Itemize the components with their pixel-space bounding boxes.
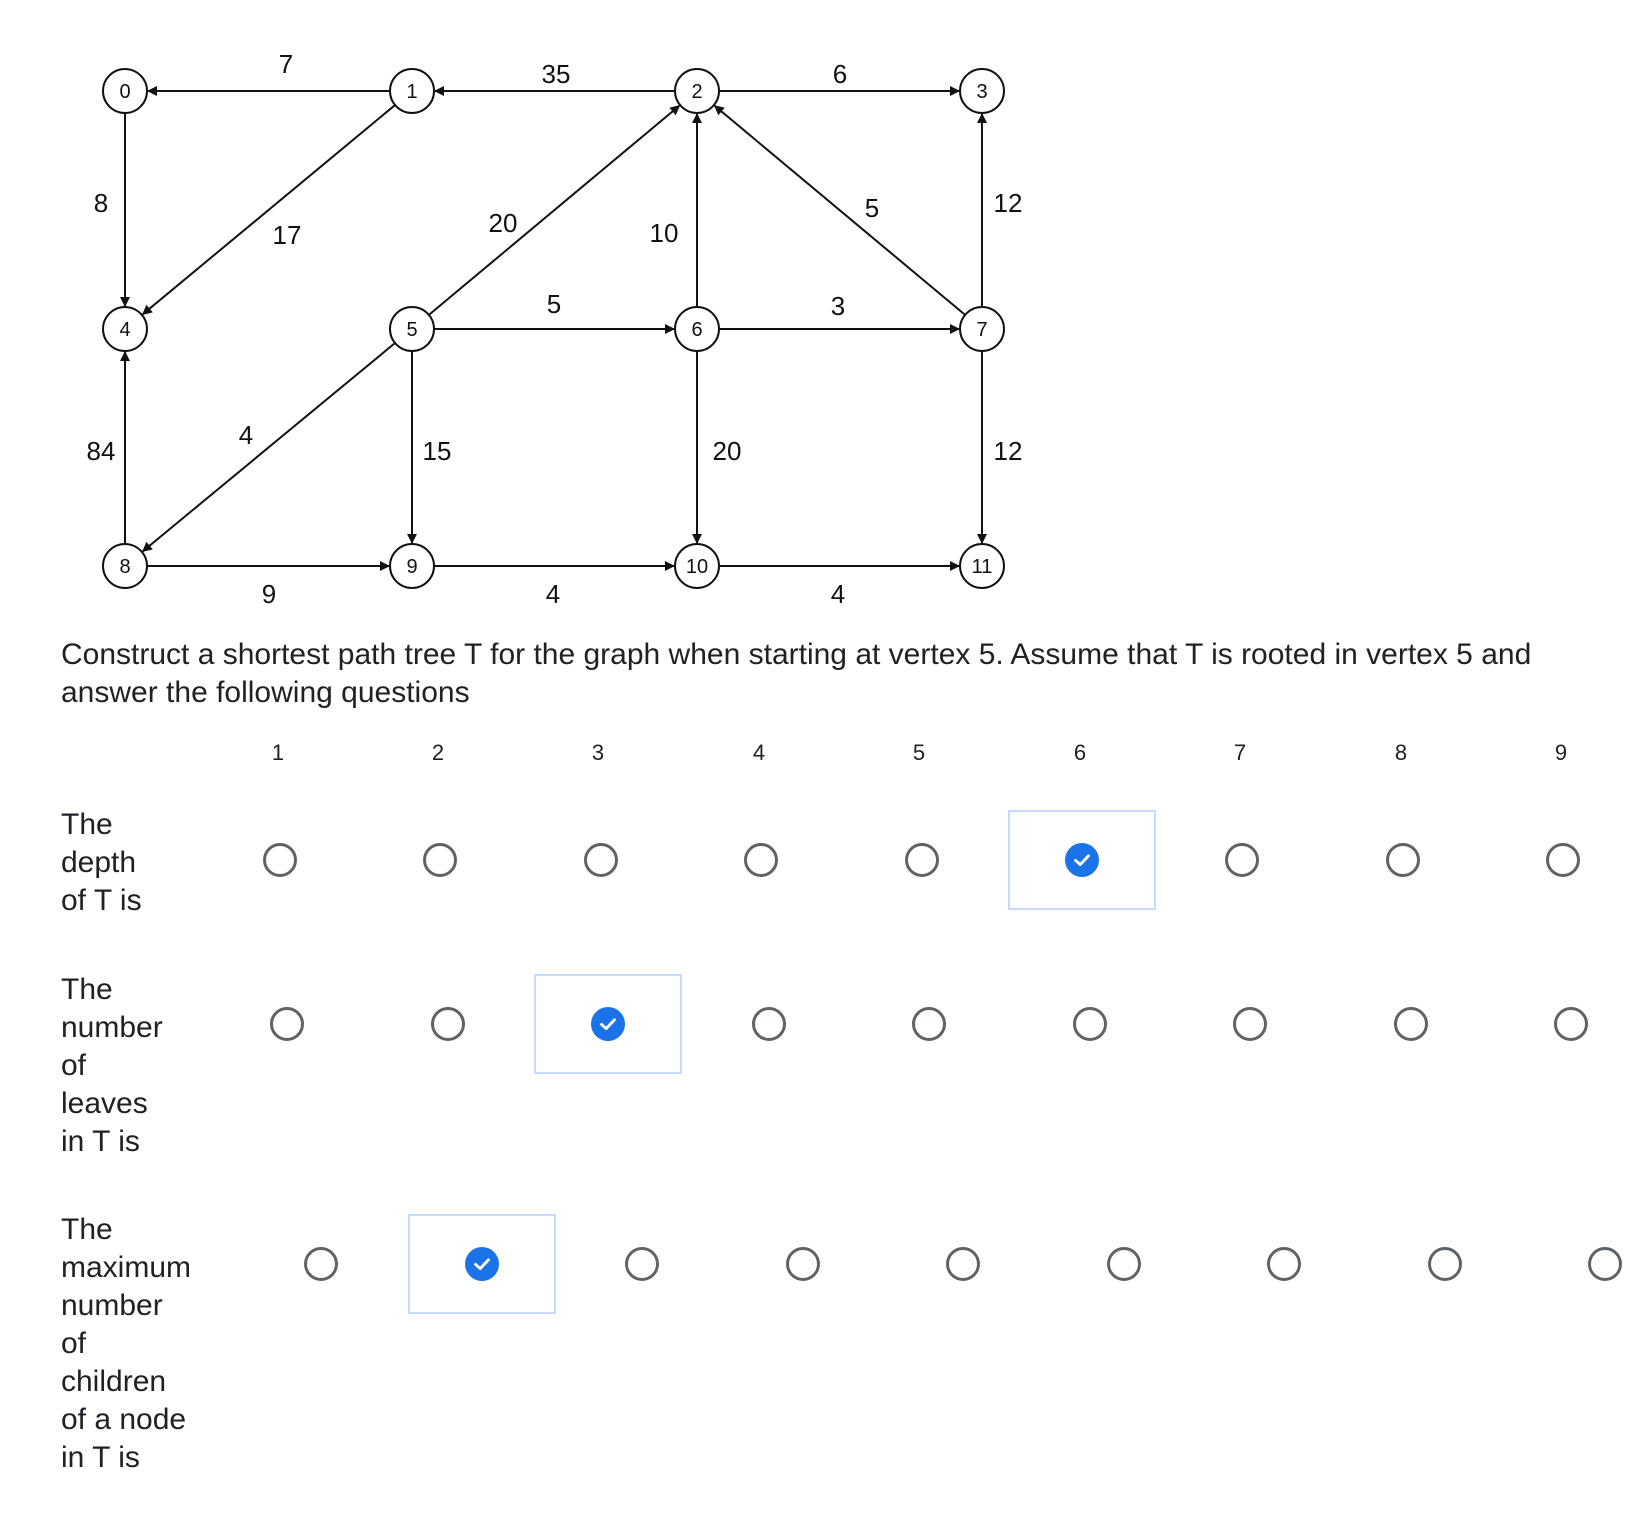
edge-weight-5-6: 5 — [546, 289, 562, 319]
radio-button[interactable] — [423, 843, 457, 877]
node-label: 11 — [971, 556, 993, 578]
radio-cell-row3-col6[interactable] — [1050, 1214, 1198, 1314]
radio-cell-row3-col8[interactable] — [1371, 1214, 1519, 1314]
edge-weight-10-11: 4 — [830, 579, 846, 609]
node-1 — [390, 69, 434, 113]
row-label-line: of a node — [61, 1403, 187, 1436]
radio-button[interactable] — [1267, 1247, 1301, 1281]
edge-weight-8-9: 9 — [261, 579, 277, 609]
node-label: 10 — [685, 556, 709, 578]
check-icon — [597, 1013, 619, 1035]
row-label-line: children — [61, 1365, 167, 1398]
node-10 — [675, 544, 719, 588]
radio-cell-row2-col3[interactable] — [534, 974, 682, 1074]
column-header-1: 1 — [271, 740, 285, 765]
edge-weight-6-2: 10 — [649, 218, 679, 248]
row-label-1 — [61, 806, 142, 920]
node-label: 5 — [406, 319, 418, 341]
radio-cell-row2-col4[interactable] — [695, 974, 843, 1074]
radio-button[interactable] — [912, 1007, 946, 1041]
radio-cell-row1-col8[interactable] — [1329, 810, 1477, 910]
row-label-line: of — [61, 1049, 87, 1082]
edge-weight-6-7: 3 — [830, 291, 846, 321]
node-label: 0 — [119, 81, 131, 103]
radio-cell-row3-col5[interactable] — [889, 1214, 1037, 1314]
radio-cell-row3-col3[interactable] — [568, 1214, 716, 1314]
check-icon — [471, 1253, 493, 1275]
node-0 — [103, 69, 147, 113]
node-9 — [390, 544, 434, 588]
row-label-line: The — [61, 808, 113, 841]
graph-diagram — [0, 0, 1030, 615]
row-label-line: in T is — [61, 1125, 140, 1158]
node-7 — [960, 307, 1004, 351]
row-label-line: depth — [61, 846, 137, 879]
edge-1-4 — [143, 105, 395, 314]
radio-cell-row3-col1[interactable] — [247, 1214, 395, 1314]
radio-button-checked[interactable] — [591, 1007, 625, 1041]
edge-weight-2-3: 6 — [832, 59, 848, 89]
radio-cell-row2-col7[interactable] — [1176, 974, 1324, 1074]
edge-weight-7-2: 5 — [864, 193, 880, 223]
radio-cell-row2-col2[interactable] — [374, 974, 522, 1074]
radio-cell-row1-col6[interactable] — [1008, 810, 1156, 910]
radio-cell-row1-col3[interactable] — [527, 810, 675, 910]
column-header-9: 9 — [1554, 740, 1568, 765]
node-11 — [960, 544, 1004, 588]
node-label: 2 — [691, 81, 703, 103]
radio-cell-row1-col5[interactable] — [848, 810, 996, 910]
edge-5-2 — [429, 106, 679, 315]
radio-button[interactable] — [1428, 1247, 1462, 1281]
radio-button[interactable] — [1546, 843, 1580, 877]
radio-button[interactable] — [752, 1007, 786, 1041]
edge-7-2 — [715, 106, 965, 315]
radio-cell-row2-col6[interactable] — [1016, 974, 1164, 1074]
radio-button-checked[interactable] — [465, 1247, 499, 1281]
radio-button[interactable] — [1554, 1007, 1588, 1041]
edge-weight-8-4: 84 — [86, 436, 116, 466]
radio-cell-row2-col9[interactable] — [1497, 974, 1638, 1074]
edge-weight-6-10: 20 — [712, 436, 742, 466]
row-label-line: The — [61, 973, 113, 1006]
node-label: 7 — [976, 319, 988, 341]
node-3 — [960, 69, 1004, 113]
radio-button[interactable] — [744, 843, 778, 877]
edge-weight-5-2: 20 — [488, 208, 518, 238]
row-label-line: number — [61, 1011, 163, 1044]
radio-cell-row3-col2[interactable] — [408, 1214, 556, 1314]
row-label-3 — [61, 1211, 191, 1477]
radio-button[interactable] — [1233, 1007, 1267, 1041]
radio-cell-row1-col2[interactable] — [366, 810, 514, 910]
row-label-line: of — [61, 1327, 87, 1360]
radio-button[interactable] — [1073, 1007, 1107, 1041]
row-label-line: number — [61, 1289, 163, 1322]
row-label-line: of T is — [61, 884, 142, 917]
node-4 — [103, 307, 147, 351]
edge-weight-7-3: 12 — [993, 188, 1023, 218]
radio-cell-row1-col4[interactable] — [687, 810, 835, 910]
radio-button[interactable] — [263, 843, 297, 877]
column-header-3: 3 — [591, 740, 605, 765]
node-label: 8 — [119, 556, 131, 578]
node-label: 6 — [691, 319, 703, 341]
radio-button[interactable] — [1107, 1247, 1141, 1281]
column-header-6: 6 — [1073, 740, 1087, 765]
radio-button[interactable] — [1225, 843, 1259, 877]
radio-cell-row3-col7[interactable] — [1210, 1214, 1358, 1314]
radio-cell-row3-col4[interactable] — [729, 1214, 877, 1314]
row-label-line: maximum — [61, 1251, 192, 1284]
edge-weight-1-4: 17 — [272, 220, 302, 250]
question-text: Construct a shortest path tree T for the graph when starting at vertex 5. Assume that T is rooted in vertex 5 and answer the following questions — [61, 638, 1532, 709]
radio-button[interactable] — [946, 1247, 980, 1281]
row-label-2 — [61, 971, 163, 1161]
node-2 — [675, 69, 719, 113]
radio-cell-row2-col1[interactable] — [213, 974, 361, 1074]
row-label-line: in T is — [61, 1441, 140, 1474]
radio-button[interactable] — [431, 1007, 465, 1041]
radio-button[interactable] — [1588, 1247, 1622, 1281]
radio-button[interactable] — [1386, 843, 1420, 877]
radio-button-checked[interactable] — [1065, 843, 1099, 877]
radio-cell-row1-col1[interactable] — [206, 810, 354, 910]
column-header-5: 5 — [912, 740, 926, 765]
column-header-7: 7 — [1233, 740, 1247, 765]
column-header-8: 8 — [1394, 740, 1408, 765]
edge-weight-7-11: 12 — [993, 436, 1023, 466]
row-label-line: leaves — [61, 1087, 148, 1120]
edge-weight-0-4: 8 — [93, 188, 109, 218]
row-label-line: The — [61, 1213, 113, 1246]
node-label: 9 — [406, 556, 418, 578]
radio-button[interactable] — [584, 843, 618, 877]
node-label: 4 — [119, 319, 131, 341]
radio-cell-row2-col8[interactable] — [1337, 974, 1485, 1074]
edge-weight-5-8: 4 — [238, 420, 254, 450]
node-label: 3 — [976, 81, 988, 103]
column-header-2: 2 — [431, 740, 445, 765]
radio-button[interactable] — [270, 1007, 304, 1041]
radio-button[interactable] — [625, 1247, 659, 1281]
edge-weight-2-1: 35 — [541, 59, 571, 89]
radio-button[interactable] — [786, 1247, 820, 1281]
radio-cell-row1-col9[interactable] — [1489, 810, 1637, 910]
radio-button[interactable] — [1394, 1007, 1428, 1041]
node-label: 1 — [406, 81, 418, 103]
radio-button[interactable] — [905, 843, 939, 877]
radio-cell-row1-col7[interactable] — [1168, 810, 1316, 910]
graph-edges — [87, 49, 1023, 609]
edge-5-8 — [143, 343, 395, 551]
edge-weight-1-0: 7 — [278, 49, 294, 79]
node-5 — [390, 307, 434, 351]
radio-cell-row2-col5[interactable] — [855, 974, 1003, 1074]
edge-weight-5-9: 15 — [422, 436, 452, 466]
node-6 — [675, 307, 719, 351]
edge-weight-9-10: 4 — [545, 579, 561, 609]
radio-button[interactable] — [304, 1247, 338, 1281]
node-8 — [103, 544, 147, 588]
column-header-4: 4 — [752, 740, 766, 765]
radio-cell-row3-col9[interactable] — [1531, 1214, 1638, 1314]
check-icon — [1071, 849, 1093, 871]
